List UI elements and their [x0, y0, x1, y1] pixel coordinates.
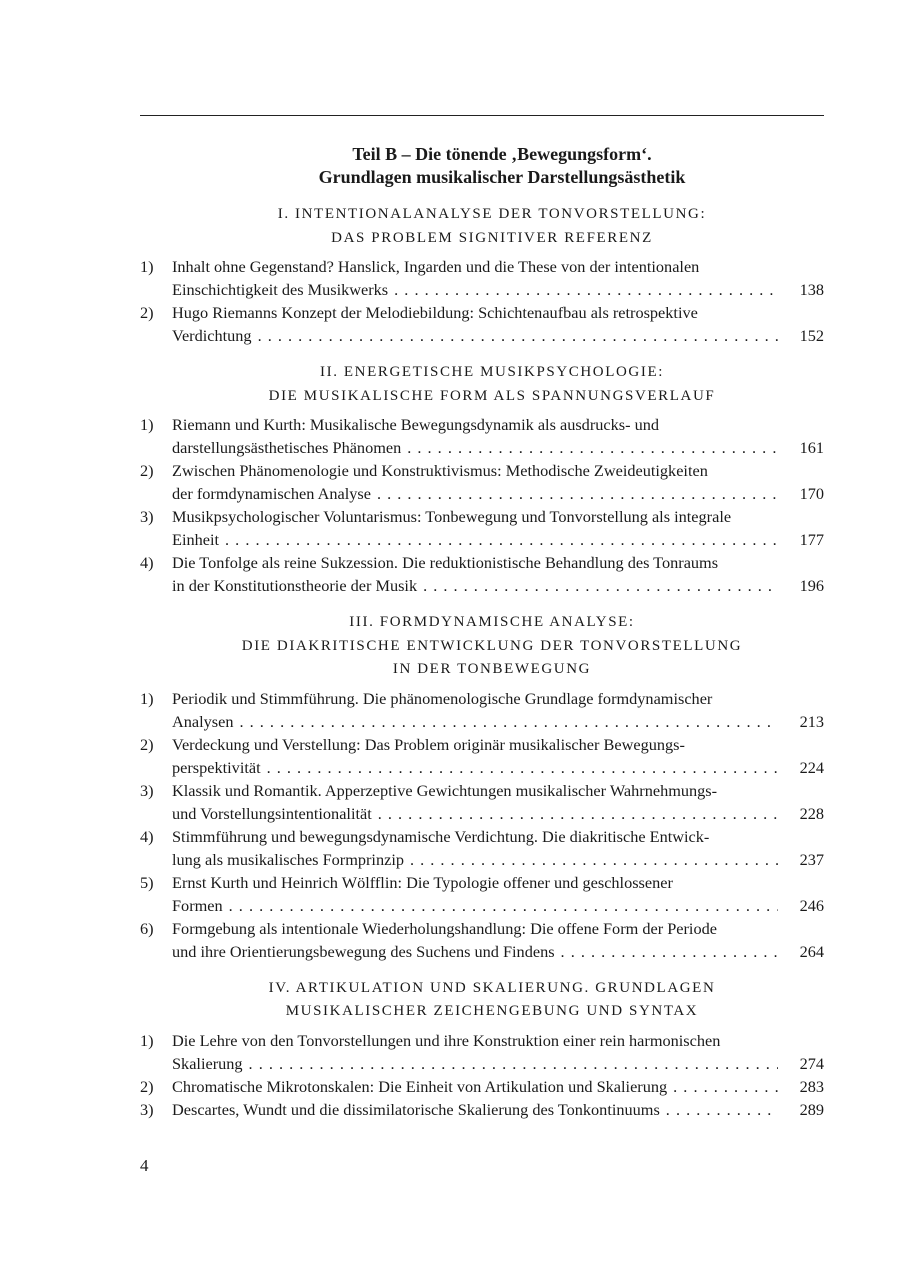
dot-leader: [258, 324, 778, 347]
entry-number: 2): [140, 734, 154, 754]
entry-title-line: lung als musikalisches Formprinzip: [172, 849, 404, 869]
section-heading-line: MUSIKALISCHER ZEICHENGEBUNG UND SYNTAX: [285, 1003, 699, 1019]
entry-number: 4): [140, 553, 154, 572]
part-subtitle-line: Grundlagen musikalischer Darstellungsästhetik: [318, 167, 686, 187]
toc-entry: [140, 1075, 824, 1098]
entry-last-line: [172, 278, 824, 301]
entry-title-line: Die Tonfolge als reine Sukzession. Die reduktionistische Behandlung des Tonraums: [172, 553, 719, 572]
entry-title-line: Inhalt ohne Gegenstand? Hanslick, Ingarden und die These von der intentionalen: [172, 257, 700, 276]
dot-leader: [378, 802, 778, 825]
entry-title-line: der formdynamischen Analyse: [172, 484, 371, 503]
entry-number: 6): [140, 918, 154, 938]
toc-entry: [140, 779, 824, 825]
dot-leader: [423, 574, 778, 597]
dot-leader: [394, 278, 778, 301]
toc-entry: [140, 733, 824, 779]
entry-page-number: 161: [799, 438, 824, 457]
toc-entry: [140, 1098, 824, 1121]
entry-last-line: [172, 1098, 824, 1121]
entry-title-line: und ihre Orientierungsbewegung des Suchens und Findens: [172, 941, 555, 961]
dot-leader: [561, 940, 778, 963]
entry-title-line: Klassik und Romantik. Apperzeptive Gewichtungen musikalischer Wahrnehmungs-: [172, 780, 718, 800]
section-heading-line: IN DER TONBEWEGUNG: [392, 661, 592, 677]
entry-number: 3): [140, 780, 154, 800]
entry-title-line: Chromatische Mikrotonskalen: Die Einheit von Artikulation und Skalierung: [172, 1076, 668, 1096]
section-heading: [140, 361, 824, 408]
dot-leader: [410, 848, 778, 871]
entry-page-number: 289: [799, 1099, 824, 1119]
entry-title-line: Einschichtigkeit des Musikwerks: [172, 280, 389, 299]
section-heading-line: III. FORMDYNAMISCHE ANALYSE:: [349, 614, 635, 630]
toc-entry: [140, 917, 824, 963]
entry-number: 5): [140, 872, 154, 892]
entry-number: 1): [140, 415, 154, 434]
entry-title-line: Verdichtung: [172, 326, 252, 345]
section-heading-line: DIE MUSIKALISCHE FORM ALS SPANNUNGSVERLAUF: [268, 387, 716, 404]
entry-last-line: [172, 894, 824, 917]
entry-last-line: [172, 482, 824, 505]
entry-last-line: [172, 1075, 824, 1098]
entry-last-line: [172, 940, 824, 963]
toc-entry: [140, 871, 824, 917]
entry-last-line: [172, 436, 824, 459]
part-title-line: Teil B – Die tönende ‚Bewegungsform‘.: [352, 144, 652, 164]
entry-page-number: 138: [799, 280, 824, 299]
dot-leader: [377, 482, 778, 505]
dot-leader: [240, 710, 779, 733]
toc-entry: [140, 413, 824, 459]
entry-page-number: 237: [799, 849, 824, 869]
entry-title-line: perspektivität: [172, 757, 261, 777]
entry-title-line: Verdeckung und Verstellung: Das Problem originär musikalischer Bewegungs-: [172, 734, 685, 754]
table-of-contents: [140, 143, 824, 1121]
dot-leader: [666, 1098, 778, 1121]
part-title: [140, 143, 824, 189]
toc-entry: [140, 1029, 824, 1075]
dot-leader: [267, 756, 778, 779]
entry-number: 3): [140, 507, 154, 526]
entry-title-line: Musikpsychologischer Voluntarismus: Tonbewegung und Tonvorstellung als integrale: [172, 507, 732, 526]
entry-page-number: 274: [799, 1053, 824, 1073]
entry-title-line: Analysen: [172, 711, 234, 731]
section-heading-line: I. INTENTIONALANALYSE DER TONVORSTELLUNG:: [277, 206, 707, 222]
entry-page-number: 152: [799, 326, 824, 345]
entry-last-line: [172, 324, 824, 347]
entry-number: 4): [140, 826, 154, 846]
entry-number: 2): [140, 461, 154, 480]
dot-leader: [673, 1075, 778, 1098]
entry-page-number: 177: [799, 530, 824, 549]
dot-leader: [249, 1052, 778, 1075]
toc-entry: [140, 687, 824, 733]
entry-page-number: 228: [799, 803, 824, 823]
toc-entry: [140, 825, 824, 871]
entry-number: 3): [140, 1099, 154, 1119]
section-heading-line: IV. ARTIKULATION UND SKALIERUNG. GRUNDLAGEN: [268, 979, 716, 996]
entry-title-line: Die Lehre von den Tonvorstellungen und ihre Konstruktion einer rein harmonischen: [172, 1030, 721, 1050]
entry-last-line: [172, 528, 824, 551]
entry-page-number: 264: [799, 941, 824, 961]
entry-number: 2): [140, 303, 154, 322]
dot-leader: [225, 528, 778, 551]
entry-last-line: [172, 710, 824, 733]
section-heading: [140, 977, 824, 1024]
section-heading-line: DAS PROBLEM SIGNITIVER REFERENZ: [331, 229, 653, 246]
page-number: 4: [140, 1156, 149, 1175]
toc-entry: [140, 255, 824, 301]
entry-title-line: Einheit: [172, 530, 220, 549]
entry-last-line: [172, 756, 824, 779]
entry-number: 1): [140, 257, 154, 276]
entry-title-line: Riemann und Kurth: Musikalische Bewegungsdynamik als ausdrucks- und: [172, 415, 660, 434]
entry-title-line: Formgebung als intentionale Wiederholungshandlung: Die offene Form der Periode: [172, 918, 717, 938]
entry-last-line: [172, 574, 824, 597]
entry-last-line: [172, 1052, 824, 1075]
entry-page-number: 213: [799, 711, 824, 731]
entry-title-line: Formen: [172, 895, 223, 915]
section-heading-line: DIE DIAKRITISCHE ENTWICKLUNG DER TONVORSTELLUNG: [241, 637, 743, 654]
toc-entry: [140, 551, 824, 597]
entry-page-number: 246: [799, 895, 824, 915]
entry-title-line: Zwischen Phänomenologie und Konstruktivismus: Methodische Zweideutigkeiten: [172, 461, 708, 480]
toc-entry: [140, 301, 824, 347]
section-heading: [140, 203, 824, 250]
entry-page-number: 170: [799, 484, 824, 503]
entry-title-line: Periodik und Stimmführung. Die phänomenologische Grundlage formdynamischer: [172, 688, 713, 708]
entry-page-number: 196: [799, 576, 824, 595]
entry-title-line: Stimmführung und bewegungsdynamische Verdichtung. Die diakritische Entwick-: [172, 826, 710, 846]
entry-number: 1): [140, 688, 154, 708]
dot-leader: [407, 436, 778, 459]
dot-leader: [229, 894, 778, 917]
entry-title-line: Descartes, Wundt und die dissimilatorische Skalierung des Tonkontinuums: [172, 1099, 660, 1119]
entry-number: 2): [140, 1076, 154, 1096]
entry-title-line: und Vorstellungsintentionalität: [172, 803, 372, 823]
section-heading: [140, 611, 824, 682]
entry-number: 1): [140, 1030, 154, 1050]
toc-entry: [140, 505, 824, 551]
entry-last-line: [172, 802, 824, 825]
header-rule: [140, 115, 824, 116]
entry-title-line: in der Konstitutionstheorie der Musik: [172, 576, 418, 595]
entry-last-line: [172, 848, 824, 871]
entry-page-number: 283: [799, 1076, 824, 1096]
entry-title-line: Hugo Riemanns Konzept der Melodiebildung: Schichtenaufbau als retrospektive: [172, 303, 698, 322]
toc-entry: [140, 459, 824, 505]
entry-title-line: darstellungsästhetisches Phänomen: [172, 438, 402, 457]
entry-page-number: 224: [799, 757, 824, 777]
entry-title-line: Ernst Kurth und Heinrich Wölfflin: Die Typologie offener und geschlossener: [172, 872, 673, 892]
section-heading-line: II. ENERGETISCHE MUSIKPSYCHOLOGIE:: [320, 364, 664, 380]
entry-title-line: Skalierung: [172, 1053, 243, 1073]
